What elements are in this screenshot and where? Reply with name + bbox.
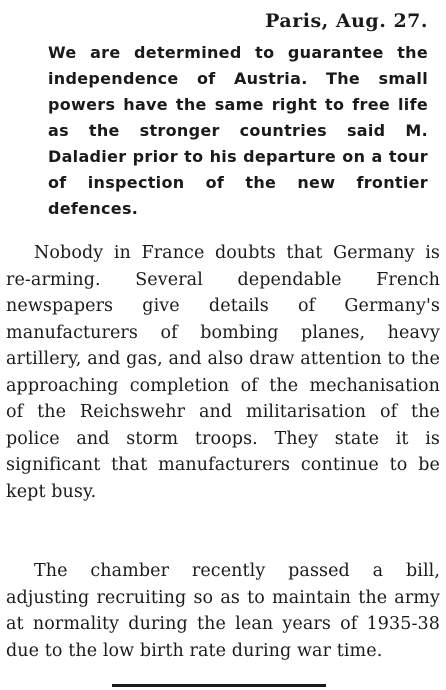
body-paragraph-1: Nobody in France doubts that Germany is re-arming. Several dependable French newspapers give details of Germany's manufacturers of bombing planes, heavy artillery, and gas, and also draw attention to the approaching completion of the mechanisation of the Reichswehr and militarisation of the police and storm troops. They state it is significant that manufacturers continue to be kept busy. [6,243,440,502]
dateline: Paris, Aug. 27. [265,10,428,32]
bottom-rule [112,684,326,687]
body-paragraph-2: The chamber recently passed a bill, adjusting recruiting so as to maintain the army at normality during the lean years of 1935-38 due to the low birth rate during war time. [6,561,440,661]
lede-paragraph: We are determined to guarantee the independence of Austria. The small powers have the same right to free life as the stronger countries said M. Daladier prior to his departure on a tour of inspection of the new frontier defences. [48,43,428,218]
